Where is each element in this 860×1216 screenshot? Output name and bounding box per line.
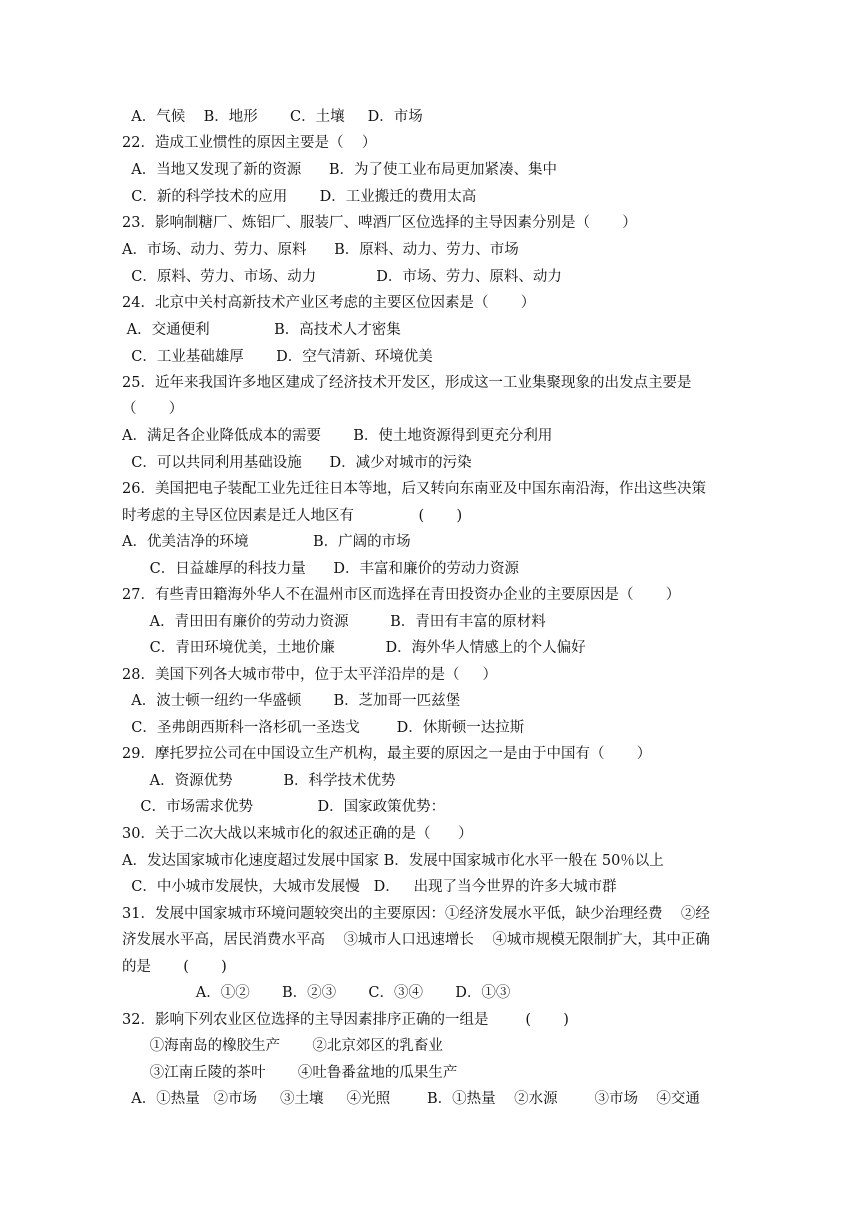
text-line: A．交通便利 B．高技术人才密集 (122, 322, 401, 338)
text-line: 29．摩托罗拉公司在中国设立生产机构，最主要的原因之一是由于中国有（ ） (122, 746, 652, 762)
text-line: ③江南丘陵的茶叶 ④吐鲁番盆地的瓜果生产 (122, 1065, 458, 1081)
text-line: C．中小城市发展快，大城市发展慢 D． 出现了当今世界的许多大城市群 (122, 879, 617, 895)
text-line: 的是 ( ) (122, 959, 227, 975)
text-line: 27．有些青田籍海外华人不在温州市区而选择在青田投资办企业的主要原因是（ ） (122, 587, 681, 603)
text-line: A．满足各企业降低成本的需要 B．使土地资源得到更充分利用 (122, 428, 553, 444)
text-line: 26．美国把电子装配工业先迁往日本等地，后又转向东南亚及中国东南沿海，作出这些决策 (122, 481, 706, 497)
text-line: 24．北京中关村高新技术产业区考虑的主要区位因素是（ ） (122, 295, 536, 311)
text-line: 23．影响制糖厂、炼铝厂、服装厂、啤酒厂区位选择的主导因素分别是（ ） (122, 215, 637, 231)
text-line: 22．造成工业惯性的原因主要是（ ） (122, 135, 377, 151)
text-line: A．①热量 ②市场 ③土壤 ④光照 B．①热量 ②水源 ③市场 ④交通 (122, 1091, 700, 1107)
text-line: C．日益雄厚的科技力量 D．丰富和廉价的劳动力资源 (122, 561, 520, 577)
text-line: 31．发展中国家城市环境问题较突出的主要原因：①经济发展水平低，缺少治理经费 ②经 (122, 906, 710, 922)
text-line: 28．美国下列各大城市带中，位于太平洋沿岸的是（ ） (122, 667, 497, 683)
text-line: A．波士顿一纽约一华盛顿 B．芝加哥一匹兹堡 (122, 693, 461, 709)
text-line: A．①② B．②③ C．③④ D．①③ (122, 985, 511, 1001)
text-line: A．气候 B．地形 C．土壤 D．市场 (122, 109, 423, 125)
text-line: 32．影响下列农业区位选择的主导因素排序正确的一组是 ( ) (122, 1012, 569, 1028)
text-line: A．当地又发现了新的资源 B．为了使工业布局更加紧凑、集中 (122, 162, 557, 178)
text-line: C．工业基础雄厚 D．空气清新、环境优美 (122, 349, 433, 365)
text-line: 30．关于二次大战以来城市化的叙述正确的是（ ） (122, 826, 473, 842)
text-line: ①海南岛的橡胶生产 ②北京郊区的乳畜业 (122, 1038, 443, 1054)
text-line: A．市场、动力、劳力、原料 B．原料、动力、劳力、市场 (122, 242, 519, 258)
text-line: C．新的科学技术的应用 D．工业搬迁的费用太高 (122, 189, 477, 205)
text-line: C．青田环境优美，土地价廉 D．海外华人情感上的个人偏好 (122, 640, 586, 656)
text-line: C．可以共同利用基础设施 D．减少对城市的污染 (122, 455, 472, 471)
text-line: A．青田田有廉价的劳动力资源 B．青田有丰富的原材料 (122, 614, 546, 630)
text-line: A．优美洁净的环境 B．广阔的市场 (122, 534, 411, 550)
text-line: A．发达国家城市化速度超过发展中国家 B．发展中国家城市化水平一般在 50％以上 (122, 853, 664, 869)
text-line: 济发展水平高，居民消费水平高 ③城市人口迅速增长 ④城市规模无限制扩大，其中正确 (122, 932, 710, 948)
text-line: （ ） (122, 401, 184, 417)
text-line: A．资源优势 B．科学技术优势 (122, 773, 396, 789)
text-line: C．市场需求优势 D．国家政策优势： (122, 799, 446, 815)
text-line: 时考虑的主导区位因素是迁人地区有 ( ) (122, 508, 463, 524)
text-line: C．圣弗朗西斯科一洛杉矶一圣迭戈 D．休斯顿一达拉斯 (122, 720, 525, 736)
text-line: C．原料、劳力、市场、动力 D．市场、劳力、原料、动力 (122, 269, 562, 285)
text-line: 25．近年来我国许多地区建成了经济技术开发区，形成这一工业集聚现象的出发点主要是 (122, 375, 692, 391)
